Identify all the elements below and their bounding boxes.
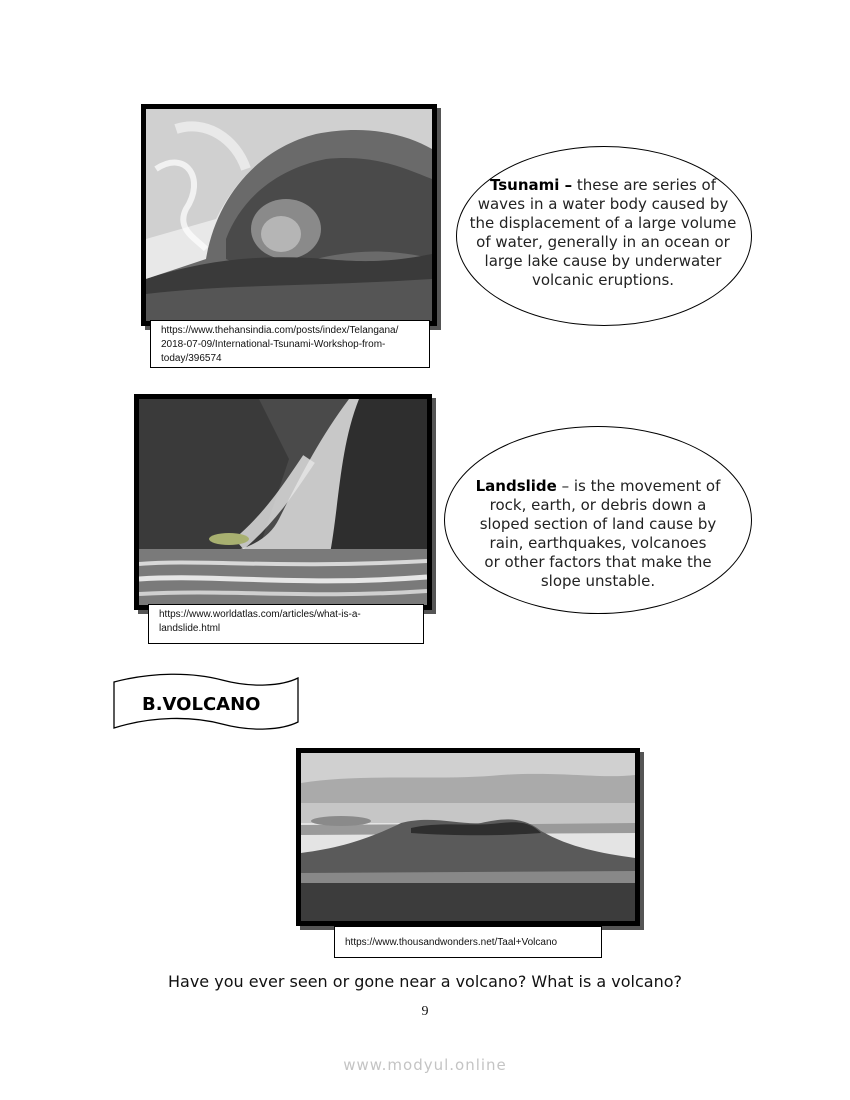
landslide-term: Landslide: [475, 477, 557, 495]
tsunami-line: large lake cause by underwater: [484, 252, 722, 270]
volcano-question: Have you ever seen or gone near a volcano? What is a volcano?: [167, 972, 683, 991]
landslide-line: or other factors that make the: [484, 553, 712, 571]
section-title: B.VOLCANO: [142, 694, 261, 715]
volcano-source-line: https://www.thousandwonders.net/Taal+Volcano: [345, 937, 558, 948]
landslide-line: – is the movement of: [561, 477, 721, 495]
landslide-line: slope unstable.: [540, 572, 656, 590]
volcano-photo: [296, 748, 640, 926]
tsunami-photo: [141, 104, 437, 326]
landslide-source-line: landslide.html: [159, 623, 221, 634]
tsunami-source-line: https://www.thehansindia.com/posts/index/Telangana/: [161, 325, 399, 336]
tsunami-line: waves in a water body caused by: [477, 195, 729, 213]
tsunami-source-line: today/396574: [161, 353, 222, 364]
tsunami-wave-image: [146, 109, 432, 321]
page-number: 9: [421, 1004, 429, 1019]
landslide-source-caption: [148, 604, 424, 644]
tsunami-line: these are series of: [576, 176, 717, 194]
landslide-source-line: https://www.worldatlas.com/articles/what-is-a-: [159, 609, 361, 620]
tsunami-source-caption: [150, 320, 430, 368]
landslide-definition-text: [450, 477, 746, 591]
landslide-line: rock, earth, or debris down a: [489, 496, 707, 514]
tsunami-term: Tsunami –: [489, 176, 573, 194]
landslide-line: rain, earthquakes, volcanoes: [489, 534, 707, 552]
tsunami-definition-text: [462, 176, 744, 290]
tsunami-source-line: 2018-07-09/International-Tsunami-Workshop-from-: [161, 339, 386, 350]
tsunami-line: the displacement of a large volume: [469, 214, 737, 232]
landslide-line: sloped section of land cause by: [479, 515, 717, 533]
tsunami-line: of water, generally in an ocean or: [476, 233, 730, 251]
landslide-image: [139, 399, 427, 605]
watermark: www.modyul.online: [343, 1056, 507, 1074]
landslide-photo: [134, 394, 432, 610]
volcano-image: [301, 753, 635, 921]
volcano-source-caption: [334, 926, 602, 958]
tsunami-line: volcanic eruptions.: [531, 271, 675, 289]
